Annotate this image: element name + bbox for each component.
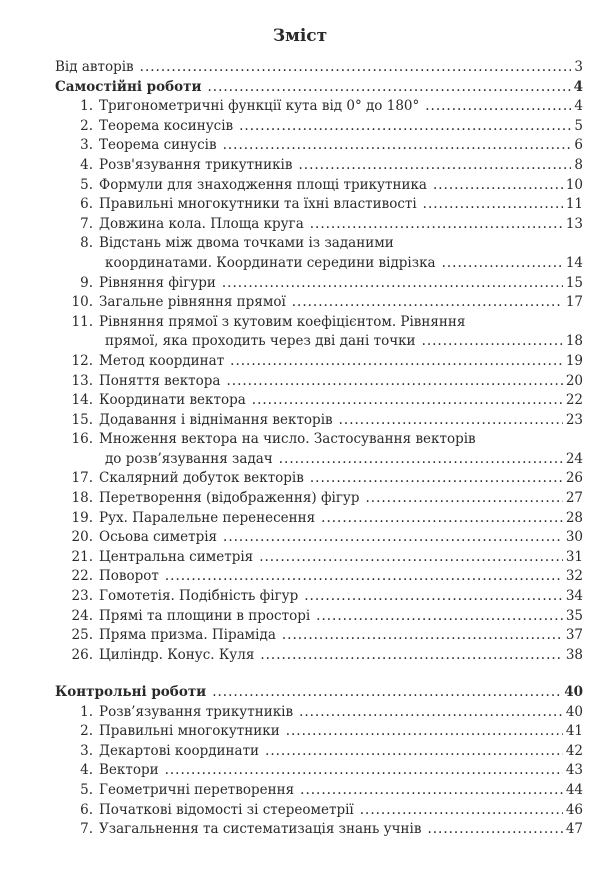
dot-leader bbox=[140, 58, 572, 78]
page-number: 5 bbox=[574, 117, 583, 134]
entry-title: Відстань між двома точками із заданими bbox=[99, 235, 394, 252]
entry-title: Формули для знаходження площі трикутника bbox=[99, 176, 427, 193]
page-number: 22 bbox=[565, 392, 583, 409]
entry-number: 26. bbox=[71, 646, 93, 663]
entry-title: Циліндр. Конус. Куля bbox=[99, 646, 255, 663]
entry-number: 1. bbox=[80, 703, 93, 720]
dot-leader bbox=[165, 761, 563, 781]
section-title: Самостійні роботи bbox=[55, 78, 202, 95]
dot-leader bbox=[239, 117, 571, 137]
page-title: Зміст bbox=[272, 26, 328, 46]
dot-leader bbox=[316, 607, 563, 627]
entry-number: 25. bbox=[71, 627, 93, 644]
section-heading[interactable] bbox=[55, 78, 583, 98]
page-number: 10 bbox=[565, 176, 583, 193]
page-number: 43 bbox=[565, 762, 583, 779]
dot-leader bbox=[279, 450, 563, 470]
toc-entry-continuation[interactable] bbox=[55, 254, 583, 274]
dot-leader bbox=[222, 274, 563, 294]
toc-tests bbox=[55, 683, 583, 840]
toc-entry[interactable] bbox=[55, 781, 583, 801]
entry-title: Геометричні перетворення bbox=[99, 781, 295, 798]
page-number: 40 bbox=[565, 703, 583, 720]
dot-leader bbox=[265, 742, 563, 762]
entry-number: 14. bbox=[71, 392, 93, 409]
toc-entry[interactable] bbox=[55, 761, 583, 781]
entry-title: Пряма призма. Піраміда bbox=[99, 627, 276, 644]
entry-title-continuation: координатами. Координати середини відрізка bbox=[105, 254, 436, 271]
dot-leader bbox=[310, 469, 563, 489]
entry-title: Загальне рівняння прямої bbox=[99, 294, 286, 311]
entry-title: Розв’язування трикутників bbox=[99, 703, 294, 720]
page-number: 46 bbox=[565, 801, 583, 818]
toc-entry-from-authors[interactable] bbox=[55, 58, 583, 78]
page-number: 15 bbox=[565, 274, 583, 291]
toc-entry[interactable] bbox=[55, 607, 583, 627]
toc-entry[interactable] bbox=[55, 587, 583, 607]
entry-title: Розв'язування трикутників bbox=[99, 156, 293, 173]
entry-title: Скалярний добуток векторів bbox=[99, 470, 304, 487]
dot-leader bbox=[230, 352, 563, 372]
entry-title: Рух. Паралельне перенесення bbox=[99, 509, 316, 526]
entry-number: 20. bbox=[71, 529, 93, 546]
entry-number: 13. bbox=[71, 372, 93, 389]
entry-number: 4. bbox=[80, 156, 93, 173]
toc-entry[interactable] bbox=[55, 646, 583, 666]
toc-self-study bbox=[55, 58, 583, 665]
entry-number: 8. bbox=[80, 235, 93, 252]
page-number: 34 bbox=[565, 588, 583, 605]
toc-entry[interactable] bbox=[55, 820, 583, 840]
entry-title: Довжина кола. Площа круга bbox=[99, 215, 304, 232]
entry-title: Перетворення (відображення) фігур bbox=[99, 490, 360, 507]
entry-number: 1. bbox=[80, 98, 93, 115]
entry-number: 5. bbox=[80, 176, 93, 193]
entry-title: Узагальнення та систематизація знань учнів bbox=[99, 821, 422, 838]
dot-leader bbox=[298, 156, 571, 176]
dot-leader bbox=[286, 722, 563, 742]
entry-number: 18. bbox=[71, 490, 93, 507]
entry-title: Координати вектора bbox=[99, 392, 246, 409]
entry-number: 2. bbox=[80, 723, 93, 740]
toc-entry[interactable] bbox=[55, 117, 583, 137]
toc-entry[interactable] bbox=[55, 411, 583, 431]
toc-entry[interactable] bbox=[55, 626, 583, 646]
entry-title-continuation: до розв’язування задач bbox=[105, 450, 273, 467]
entry-number: 4. bbox=[80, 762, 93, 779]
toc-entry[interactable] bbox=[55, 156, 583, 176]
toc-entry[interactable] bbox=[55, 234, 583, 254]
page-number: 4 bbox=[574, 98, 583, 115]
toc-entry[interactable] bbox=[55, 489, 583, 509]
entry-number: 3. bbox=[80, 742, 93, 759]
entry-title: Тригонометричні функції кута від 0° до 180° bbox=[99, 98, 420, 115]
page-number: 8 bbox=[574, 156, 583, 173]
entry-number: 7. bbox=[80, 215, 93, 232]
page-number: 41 bbox=[565, 723, 583, 740]
entry-title: Рівняння прямої з кутовим коефіцієнтом. Рівняння bbox=[99, 313, 466, 330]
entry-title: Поняття вектора bbox=[99, 372, 221, 389]
page-number: 37 bbox=[565, 627, 583, 644]
dot-leader bbox=[433, 176, 563, 196]
toc-entry[interactable] bbox=[55, 372, 583, 392]
dot-leader bbox=[304, 587, 563, 607]
page-number: 6 bbox=[574, 137, 583, 154]
page-number: 35 bbox=[565, 607, 583, 624]
entry-title: Метод координат bbox=[99, 352, 225, 369]
entry-number: 6. bbox=[80, 196, 93, 213]
dot-leader bbox=[252, 391, 563, 411]
toc-entry[interactable] bbox=[55, 352, 583, 372]
dot-leader bbox=[212, 683, 561, 703]
entry-title: Вектори bbox=[99, 762, 159, 779]
section-heading[interactable] bbox=[55, 683, 583, 703]
entry-number: 5. bbox=[80, 781, 93, 798]
toc-entry[interactable] bbox=[55, 509, 583, 529]
entry-number: 10. bbox=[71, 294, 93, 311]
toc-entry[interactable] bbox=[55, 195, 583, 215]
toc-entry[interactable] bbox=[55, 136, 583, 156]
dot-leader bbox=[422, 332, 563, 352]
entry-title: Рівняння фігури bbox=[99, 274, 216, 291]
dot-leader bbox=[427, 820, 562, 840]
dot-leader bbox=[165, 567, 563, 587]
page-number: 11 bbox=[565, 196, 583, 213]
entry-number: 16. bbox=[71, 431, 93, 448]
toc-entry[interactable] bbox=[55, 548, 583, 568]
page-number: 42 bbox=[565, 742, 583, 759]
page-number: 23 bbox=[565, 411, 583, 428]
dot-leader bbox=[208, 78, 571, 98]
dot-leader bbox=[300, 781, 563, 801]
page-number: 3 bbox=[574, 59, 583, 75]
dot-leader bbox=[260, 646, 562, 666]
entry-number: 7. bbox=[80, 821, 93, 838]
entry-number: 11. bbox=[71, 313, 93, 330]
dot-leader bbox=[321, 509, 563, 529]
page-number: 31 bbox=[565, 548, 583, 565]
dot-leader bbox=[442, 254, 563, 274]
toc-entry[interactable] bbox=[55, 176, 583, 196]
dot-leader bbox=[310, 215, 563, 235]
entry-title: Теорема синусів bbox=[99, 137, 217, 154]
dot-leader bbox=[282, 626, 563, 646]
entry-number: 12. bbox=[71, 352, 93, 369]
toc-entry[interactable] bbox=[55, 567, 583, 587]
toc-entry[interactable] bbox=[55, 97, 583, 117]
page-number: 47 bbox=[565, 821, 583, 838]
dot-leader bbox=[226, 372, 562, 392]
toc-entry[interactable] bbox=[55, 313, 583, 333]
dot-leader bbox=[223, 528, 563, 548]
page-number: 18 bbox=[565, 333, 583, 350]
section-title: Контрольні роботи bbox=[55, 684, 207, 700]
entry-title: Додавання і віднімання векторів bbox=[99, 411, 333, 428]
entry-title: Гомотетія. Подібність фігур bbox=[99, 588, 299, 605]
dot-leader bbox=[299, 703, 563, 723]
dot-leader bbox=[292, 293, 563, 313]
dot-leader bbox=[360, 801, 563, 821]
toc-entry[interactable] bbox=[55, 722, 583, 742]
dot-leader bbox=[423, 195, 563, 215]
entry-title: Декартові координати bbox=[99, 742, 260, 759]
self-study-items bbox=[55, 97, 583, 665]
entry-title: Правильні многокутники bbox=[99, 723, 280, 740]
entry-title: Прямі та площини в просторі bbox=[99, 607, 311, 624]
page-number: 20 bbox=[565, 372, 583, 389]
entry-number: 3. bbox=[80, 137, 93, 154]
test-items bbox=[55, 703, 583, 840]
entry-title: Осьова симетрія bbox=[99, 529, 218, 546]
toc-entry-continuation[interactable] bbox=[55, 450, 583, 470]
entry-number: 21. bbox=[71, 548, 93, 565]
dot-leader bbox=[259, 548, 563, 568]
entry-title: Правильні многокутники та їхні властивості bbox=[99, 196, 417, 213]
page-number: 38 bbox=[565, 646, 583, 663]
entry-number: 2. bbox=[80, 117, 93, 134]
page-number: 28 bbox=[565, 509, 583, 526]
dot-leader bbox=[366, 489, 563, 509]
page-number: 30 bbox=[565, 529, 583, 546]
toc-entry[interactable] bbox=[55, 742, 583, 762]
page-number: 44 bbox=[565, 781, 583, 798]
page-number: 14 bbox=[565, 254, 583, 271]
entry-title: Теорема косинусів bbox=[99, 117, 234, 134]
page-number: 32 bbox=[565, 568, 583, 585]
entry-number: 24. bbox=[71, 607, 93, 624]
toc-entry[interactable] bbox=[55, 703, 583, 723]
dot-leader bbox=[339, 411, 563, 431]
entry-number: 9. bbox=[80, 274, 93, 291]
entry-title: Від авторів bbox=[55, 59, 134, 75]
page-number: 19 bbox=[565, 352, 583, 369]
toc-entry[interactable] bbox=[55, 293, 583, 313]
toc-entry[interactable] bbox=[55, 430, 583, 450]
page-number: 17 bbox=[565, 294, 583, 311]
toc-entry[interactable] bbox=[55, 528, 583, 548]
entry-number: 22. bbox=[71, 568, 93, 585]
entry-number: 15. bbox=[71, 411, 93, 428]
toc-entry[interactable] bbox=[55, 215, 583, 235]
page-number: 27 bbox=[565, 490, 583, 507]
dot-leader bbox=[425, 97, 571, 117]
entry-number: 17. bbox=[71, 470, 93, 487]
toc-entry[interactable] bbox=[55, 274, 583, 294]
dot-leader bbox=[223, 136, 572, 156]
toc-entry[interactable] bbox=[55, 801, 583, 821]
toc-entry-continuation[interactable] bbox=[55, 332, 583, 352]
entry-number: 23. bbox=[71, 588, 93, 605]
entry-title: Центральна симетрія bbox=[99, 548, 254, 565]
entry-title: Поворот bbox=[99, 568, 159, 585]
page-number: 13 bbox=[565, 215, 583, 232]
entry-title-continuation: прямої, яка проходить через дві дані точки bbox=[105, 333, 416, 350]
entry-number: 19. bbox=[71, 509, 93, 526]
page-number: 24 bbox=[565, 450, 583, 467]
entry-title: Множення вектора на число. Застосування векторів bbox=[99, 431, 476, 448]
page-number: 26 bbox=[565, 470, 583, 487]
entry-title: Початкові відомості зі стереометрії bbox=[99, 801, 354, 818]
entry-number: 6. bbox=[80, 801, 93, 818]
page-number: 4 bbox=[573, 78, 583, 95]
toc-entry[interactable] bbox=[55, 469, 583, 489]
page-number: 40 bbox=[564, 684, 583, 700]
toc-entry[interactable] bbox=[55, 391, 583, 411]
